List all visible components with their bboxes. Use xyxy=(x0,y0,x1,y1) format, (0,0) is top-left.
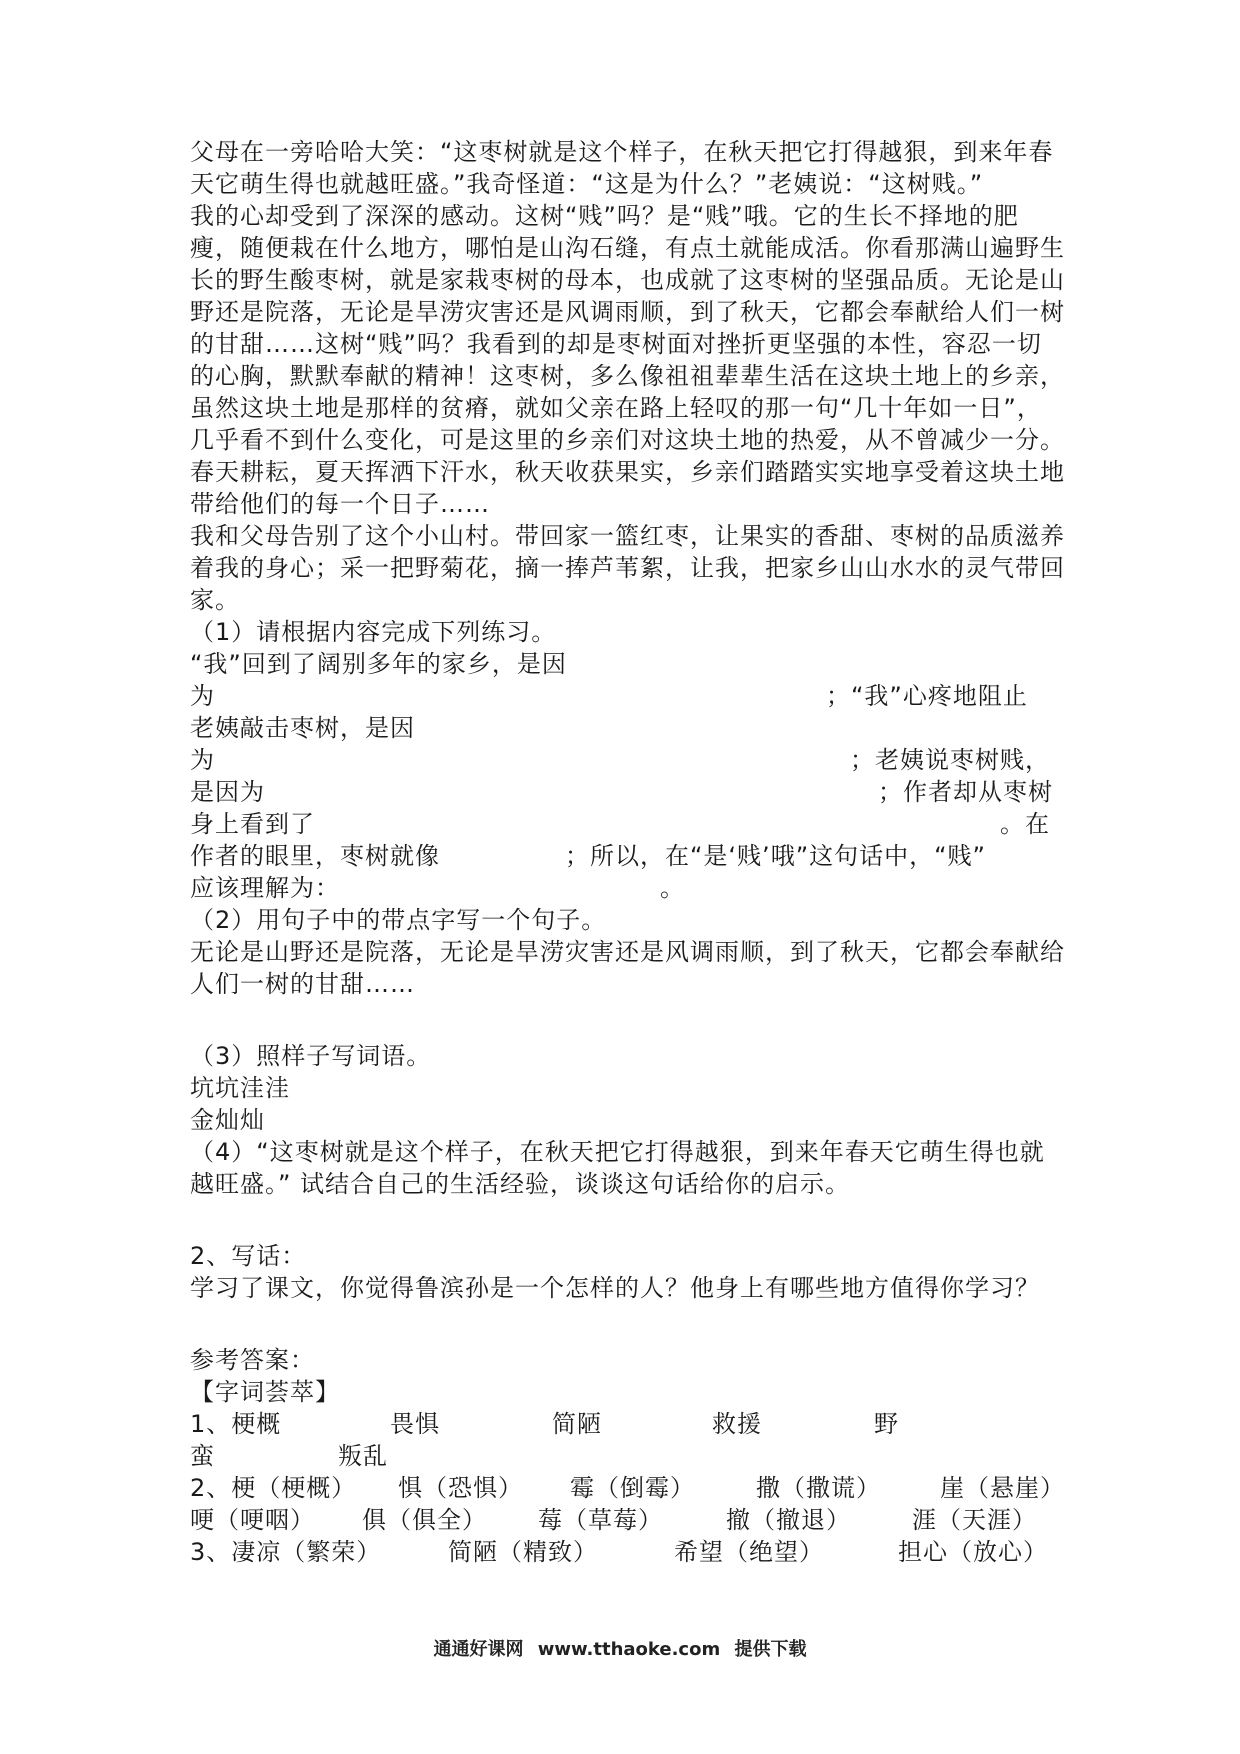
passage-line: 野还是院落，无论是旱涝灾害还是风调雨顺，到了秋天，它都会奉献给人们一树 xyxy=(190,298,1065,326)
question-1-line: 为 xyxy=(190,746,215,774)
answer-item: 简陋 xyxy=(552,1410,602,1438)
answer-item: 撒（撒谎） xyxy=(756,1474,881,1502)
question-1-line: ；所以，在“是‘贱’哦”这句话中，“贱” xyxy=(565,842,986,870)
passage-line: 我的心却受到了深深的感动。这树“贱”吗？是“贱”哦。它的生长不择地的肥 xyxy=(190,202,1019,230)
answer-item: 莓（草莓） xyxy=(538,1506,663,1534)
question-2-line: 无论是山野还是院落，无论是旱涝灾害还是风调雨顺，到了秋天，它都会奉献给 xyxy=(190,938,1065,966)
answer-item: 2、梗（梗概） xyxy=(190,1474,357,1502)
answer-item: 希望（绝望） xyxy=(674,1538,824,1566)
writing-title: 2、写话： xyxy=(190,1242,307,1270)
question-3-title: （3）照样子写词语。 xyxy=(190,1042,432,1070)
answer-item: 3、凄凉（繁荣） xyxy=(190,1538,382,1566)
question-1-line: ；“我”心疼地阻止 xyxy=(826,682,1028,710)
question-4-line: 越旺盛。” 试结合自己的生活经验，谈谈这句话给你的启示。 xyxy=(190,1170,851,1198)
passage-line: 长的野生酸枣树，就是家栽枣树的母本，也成就了这枣树的坚强品质。无论是山 xyxy=(190,266,1065,294)
question-2-title: （2）用句子中的带点字写一个句子。 xyxy=(190,906,607,934)
answers-section-heading: 【字词荟萃】 xyxy=(190,1378,340,1406)
question-2-line: 人们一树的甘甜…… xyxy=(190,970,415,998)
passage-line: 着我的身心；采一把野菊花，摘一捧芦苇絮，让我，把家乡山山水水的灵气带回 xyxy=(190,554,1065,582)
question-1-line: ；作者却从枣树 xyxy=(878,778,1053,806)
writing-prompt: 学习了课文，你觉得鲁滨孙是一个怎样的人？他身上有哪些地方值得你学习？ xyxy=(190,1274,1040,1302)
question-1-line: 作者的眼里，枣树就像 xyxy=(190,842,440,870)
question-1-line: 。在 xyxy=(1000,810,1050,838)
passage-line: 的心胸，默默奉献的精神！这枣树，多么像祖祖辈辈生活在这块土地上的乡亲， xyxy=(190,362,1065,390)
question-1-line: 应该理解为： xyxy=(190,874,340,902)
question-1-line: ；老姨说枣树贱， xyxy=(850,746,1050,774)
footer-suffix: 提供下载 xyxy=(734,1639,807,1660)
answer-item: 野 xyxy=(874,1410,899,1438)
question-1-line: 老姨敲击枣树，是因 xyxy=(190,714,415,742)
answer-item: 俱（俱全） xyxy=(362,1506,487,1534)
footer-url[interactable]: www.tthaoke.com xyxy=(537,1639,721,1660)
answer-item: 崖（悬崖） xyxy=(940,1474,1065,1502)
page-footer xyxy=(0,1635,1240,1661)
passage-line: 的甘甜……这树“贱”吗？我看到的却是枣树面对挫折更坚强的本性，容忍一切 xyxy=(190,330,1042,358)
answer-item: 哽（哽咽） xyxy=(190,1506,315,1534)
passage-line: 瘦，随便栽在什么地方，哪怕是山沟石缝，有点土就能成活。你看那满山遍野生 xyxy=(190,234,1065,262)
passage-line: 虽然这块土地是那样的贫瘠，就如父亲在路上轻叹的那一句“几十年如一日”， xyxy=(190,394,1042,422)
question-1-line: 身上看到了 xyxy=(190,810,315,838)
answer-item: 1、梗概 xyxy=(190,1410,282,1438)
passage-line: 带给他们的每一个日子…… xyxy=(190,490,490,518)
question-1-line: 为 xyxy=(190,682,215,710)
answers-title: 参考答案： xyxy=(190,1346,315,1374)
answer-item: 撤（撤退） xyxy=(726,1506,851,1534)
question-1-title: （1）请根据内容完成下列练习。 xyxy=(190,618,557,646)
answer-item: 叛乱 xyxy=(338,1442,388,1470)
answer-item: 霉（倒霉） xyxy=(570,1474,695,1502)
example-word: 金灿灿 xyxy=(190,1106,265,1134)
question-1-line: 。 xyxy=(660,874,685,902)
question-4-line: （4）“这枣树就是这个样子，在秋天把它打得越狠，到来年春天它萌生得也就 xyxy=(190,1138,1045,1166)
answer-item: 惧（恐惧） xyxy=(398,1474,523,1502)
question-1-line: 是因为 xyxy=(190,778,265,806)
answer-item: 简陋（精致） xyxy=(448,1538,598,1566)
passage-line: 天它萌生得也就越旺盛。”我奇怪道：“这是为什么？”老姨说：“这树贱。” xyxy=(190,170,984,198)
footer-site-name: 通通好课网 xyxy=(433,1639,524,1660)
answer-item: 蛮 xyxy=(190,1442,215,1470)
passage-line: 家。 xyxy=(190,586,240,614)
question-1-line: “我”回到了阔别多年的家乡，是因 xyxy=(190,650,567,678)
passage-line: 父母在一旁哈哈大笑：“这枣树就是这个样子，在秋天把它打得越狠，到来年春 xyxy=(190,138,1054,166)
passage-line: 我和父母告别了这个小山村。带回家一篮红枣，让果实的香甜、枣树的品质滋养 xyxy=(190,522,1065,550)
passage-line: 几乎看不到什么变化，可是这里的乡亲们对这块土地的热爱，从不曾减少一分。 xyxy=(190,426,1065,454)
passage-line: 春天耕耘，夏天挥洒下汗水，秋天收获果实，乡亲们踏踏实实地享受着这块土地 xyxy=(190,458,1065,486)
answer-item: 担心（放心） xyxy=(898,1538,1048,1566)
answer-item: 涯（天涯） xyxy=(912,1506,1037,1534)
example-word: 坑坑洼洼 xyxy=(190,1074,290,1102)
answer-item: 救援 xyxy=(712,1410,762,1438)
answer-item: 畏惧 xyxy=(390,1410,440,1438)
